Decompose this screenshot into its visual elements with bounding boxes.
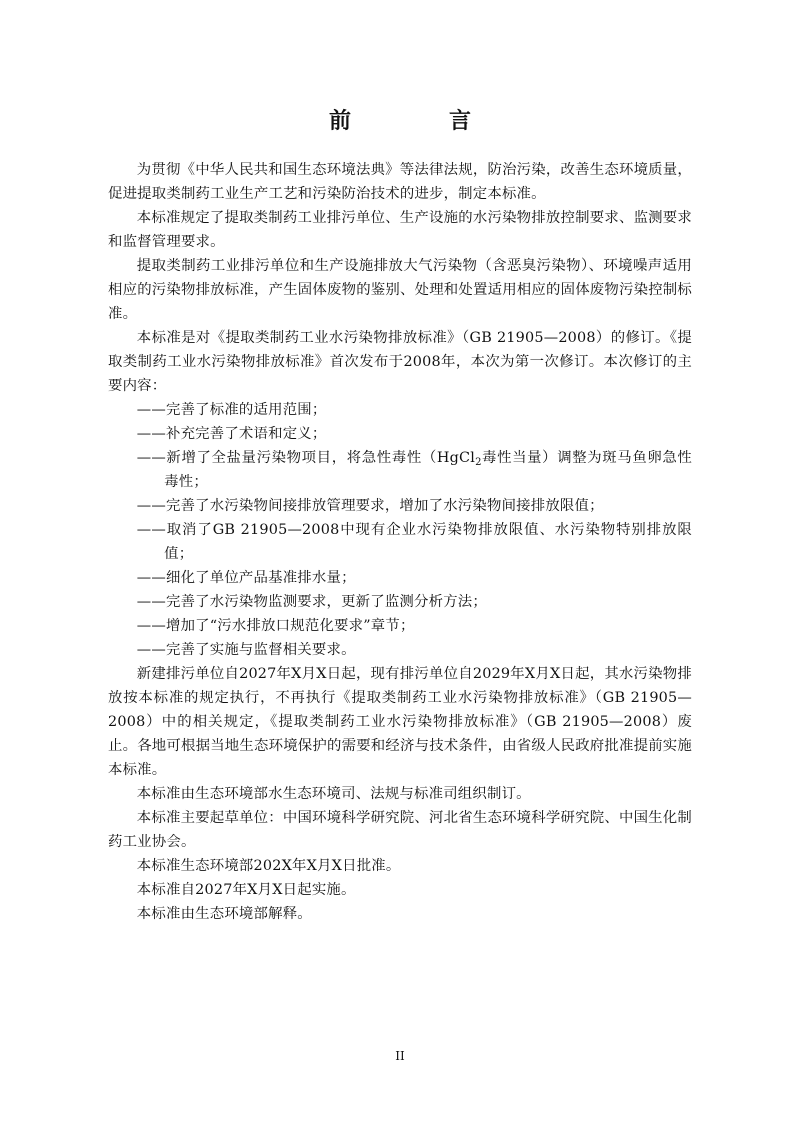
paragraph-scope: 本标准规定了提取类制药工业排污单位、生产设施的水污染物排放控制要求、监测要求和监督管理要求。 [108, 210, 692, 250]
revision-item: ——完善了实施与监督相关要求。 [136, 642, 356, 658]
revision-item [108, 446, 692, 494]
paragraph-related-standards: 提取类制药工业排污单位和生产设施排放大气污染物（含恶臭污染物）、环境噪声适用相应的污染物排放标准，产生固体废物的鉴别、处理和处置适用相应的固体废物污染控制标准。 [108, 258, 692, 322]
subscript: 2 [475, 457, 482, 468]
revision-item: ——增加了“污水排放口规范化要求”章节； [136, 618, 415, 634]
page-title: 前 言 [328, 108, 509, 134]
revision-item: ——完善了水污染物监测要求，更新了监测分析方法； [136, 594, 487, 610]
revision-item: ——取消了GB 21905—2008中现有企业水污染物排放限值、水污染物特别排放限值； [136, 522, 692, 562]
page-number: II [395, 1049, 405, 1063]
paragraph-revision-intro: 本标准是对《提取类制药工业水污染物排放标准》（GB 21905—2008）的修订。《提取类制药工业水污染物排放标准》首次发布于2008年，本次为第一次修订。本次修订的主要内容： [108, 330, 692, 394]
paragraph-drafters: 本标准主要起草单位：中国环境科学研究院、河北省生态环境科学研究院、中国生化制药工业协会。 [108, 810, 692, 850]
revision-item: ——完善了标准的适用范围； [136, 402, 327, 418]
paragraph-approval: 本标准生态环境部202X年X月X日批准。 [136, 858, 401, 874]
revision-item: ——细化了单位产品基准排水量； [136, 570, 356, 586]
revision-item: ——补充完善了术语和定义； [136, 426, 327, 442]
paragraph-purpose: 为贯彻《中华人民共和国生态环境法典》等法律法规，防治污染，改善生态环境质量，促进提取类制药工业生产工艺和污染防治技术的进步，制定本标准。 [108, 162, 692, 202]
paragraph-implementation: 新建排污单位自2027年X月X日起，现有排污单位自2029年X月X日起，其水污染物排放按本标准的规定执行，不再执行《提取类制药工业水污染物排放标准》（GB 21905—2008）中的相关规定，《提取类制药工业水污染物排放标准》（GB 21905—2008）废止。各地可根据当地生态环境保护的需要和经济与技术条件，由省级人民政府批准提前实施本标准。 [108, 666, 692, 778]
foreword-body [108, 158, 692, 926]
revision-text: 毒性当量）调整为斑马鱼卵急性毒性； [164, 450, 692, 490]
paragraph-organizer: 本标准由生态环境部水生态环境司、法规与标准司组织制订。 [136, 786, 531, 802]
revision-text: ——新增了全盐量污染物项目，将急性毒性（HgCl [136, 450, 476, 466]
revision-list [108, 398, 692, 662]
paragraph-effective-date: 本标准自2027年X月X日起实施。 [136, 882, 356, 898]
paragraph-interpretation: 本标准由生态环境部解释。 [136, 906, 312, 922]
revision-item: ——完善了水污染物间接排放管理要求，增加了水污染物间接排放限值； [136, 498, 604, 514]
